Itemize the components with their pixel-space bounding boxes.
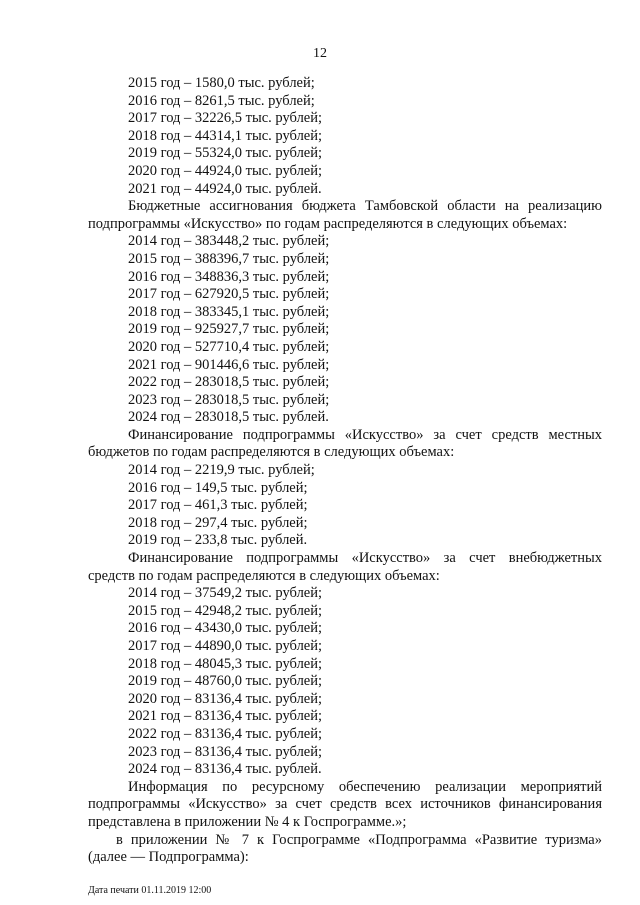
budget-line: 2014 год – 383448,2 тыс. рублей; — [128, 233, 330, 250]
document-body — [88, 75, 602, 867]
budget-line: 2023 год – 283018,5 тыс. рублей; — [128, 391, 330, 408]
budget-line: 2024 год – 283018,5 тыс. рублей. — [128, 409, 329, 426]
budget-line: 2017 год – 32226,5 тыс. рублей; — [128, 110, 323, 127]
paragraph-regional-budget: Бюджетные ассигнования бюджета Тамбовской области на реализацию подпрограммы «Искусство» по годам распределяются в следующих объемах: — [88, 198, 602, 232]
budget-line: 2021 год – 44924,0 тыс. рублей. — [128, 180, 322, 197]
budget-line: 2016 год – 348836,3 тыс. рублей; — [128, 268, 330, 285]
budget-line: 2018 год – 383345,1 тыс. рублей; — [128, 303, 330, 320]
budget-line: 2019 год – 48760,0 тыс. рублей; — [128, 673, 323, 690]
budget-line: 2016 год – 43430,0 тыс. рублей; — [128, 620, 323, 637]
budget-line: 2019 год – 925927,7 тыс. рублей; — [128, 321, 330, 338]
print-date: Дата печати 01.11.2019 12:00 — [88, 885, 212, 896]
budget-line: 2017 год – 627920,5 тыс. рублей; — [128, 286, 330, 303]
budget-line: 2015 год – 388396,7 тыс. рублей; — [128, 250, 330, 267]
budget-line: 2016 год – 8261,5 тыс. рублей; — [128, 92, 315, 109]
budget-line: 2024 год – 83136,4 тыс. рублей. — [128, 761, 322, 778]
budget-line: 2022 год – 283018,5 тыс. рублей; — [128, 374, 330, 391]
budget-line: 2016 год – 149,5 тыс. рублей; — [128, 479, 308, 496]
budget-line: 2018 год – 44314,1 тыс. рублей; — [128, 127, 323, 144]
budget-line: 2014 год – 2219,9 тыс. рублей; — [128, 462, 315, 479]
budget-line: 2018 год – 48045,3 тыс. рублей; — [128, 655, 323, 672]
budget-line: 2021 год – 83136,4 тыс. рублей; — [128, 708, 323, 725]
budget-line: 2020 год – 83136,4 тыс. рублей; — [128, 690, 323, 707]
budget-line: 2015 год – 1580,0 тыс. рублей; — [128, 75, 315, 91]
paragraph-appendix-7: в приложении № 7 к Госпрограмме «Подпрограмма «Развитие туризма» (далее — Подпрограмма): — [88, 831, 602, 866]
budget-line: 2018 год – 297,4 тыс. рублей; — [128, 514, 308, 531]
budget-line: 2021 год – 901446,6 тыс. рублей; — [128, 356, 330, 373]
budget-line: 2023 год – 83136,4 тыс. рублей; — [128, 743, 323, 760]
budget-line: 2020 год – 44924,0 тыс. рублей; — [128, 162, 323, 179]
paragraph-extrabudgetary: Финансирование подпрограммы «Искусство» за счет внебюджетных средств по годам распределяются в следующих объемах: — [88, 550, 602, 584]
budget-line: 2020 год – 527710,4 тыс. рублей; — [128, 338, 330, 355]
budget-line: 2015 год – 42948,2 тыс. рублей; — [128, 602, 323, 619]
paragraph-local-budget: Финансирование подпрограммы «Искусство» за счет средств местных бюджетов по годам распределяются в следующих объемах: — [88, 426, 602, 461]
budget-line: 2014 год – 37549,2 тыс. рублей; — [128, 585, 323, 602]
budget-line: 2022 год – 83136,4 тыс. рублей; — [128, 725, 323, 742]
budget-line: 2017 год – 44890,0 тыс. рублей; — [128, 638, 323, 654]
paragraph-resource-info: Информация по ресурсному обеспечению реализации мероприятий подпрограммы «Искусство» за счет средств всех источников финансирования представлена в приложении № 4 к Госпрограмме.»; — [88, 778, 602, 830]
budget-line: 2019 год – 55324,0 тыс. рублей; — [128, 145, 323, 162]
budget-line: 2017 год – 461,3 тыс. рублей; — [128, 497, 308, 514]
budget-line: 2019 год – 233,8 тыс. рублей. — [128, 532, 308, 549]
page-number: 12 — [313, 46, 327, 61]
